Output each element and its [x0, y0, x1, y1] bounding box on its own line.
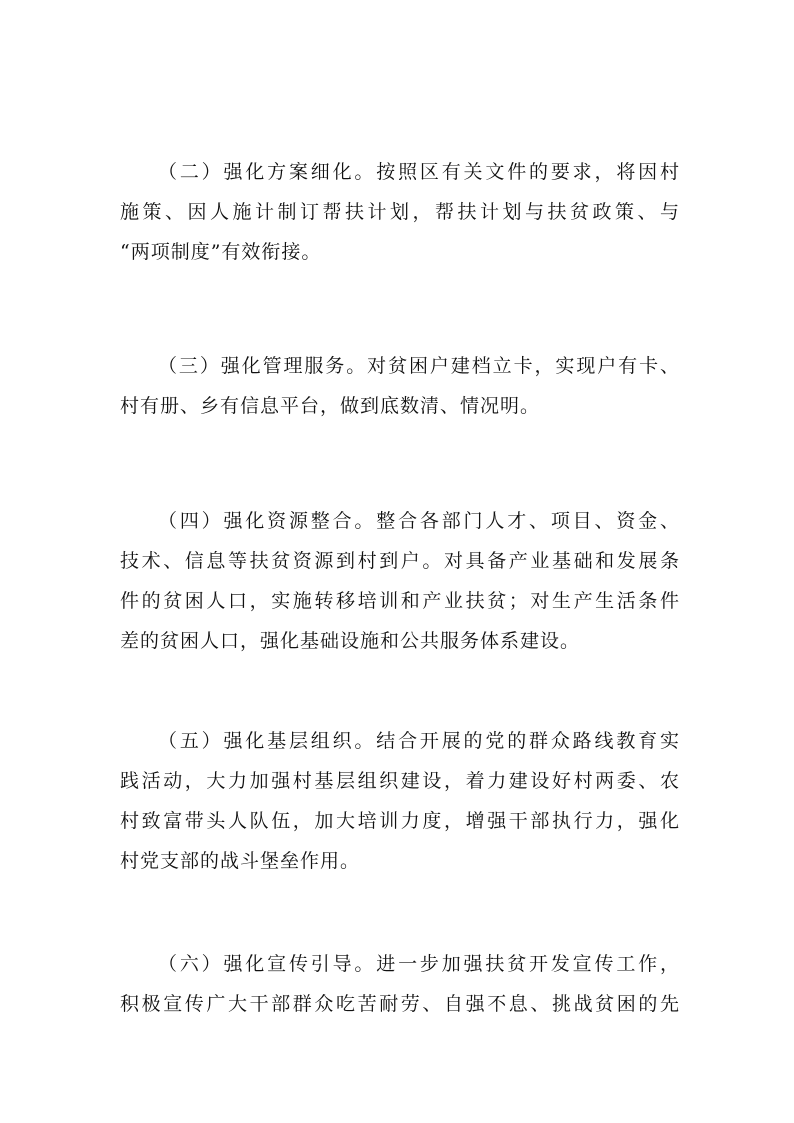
paragraph-line: （四）强化资源整合。整合各部门人才、项目、资金、: [158, 510, 680, 532]
paragraph-line: 差的贫困人口，强化基础设施和公共服务体系建设。: [120, 630, 581, 652]
paragraph-line: 村党支部的战斗堡垒作用。: [120, 850, 361, 872]
paragraph-line: （二）强化方案细化。按照区有关文件的要求，将因村: [158, 161, 680, 183]
paragraph-line: 村有册、乡有信息平台，做到底数清、情况明。: [120, 395, 541, 417]
paragraph-line: （六）强化宣传引导。进一步加强扶贫开发宣传工作，: [158, 953, 680, 975]
paragraph-grassroots-organization: [120, 721, 680, 881]
paragraph-line: “两项制度”有效衔接。: [120, 241, 322, 263]
paragraph-publicity-guidance: [120, 944, 680, 1024]
paragraph-line: （三）强化管理服务。对贫困户建档立卡，实现户有卡、: [158, 355, 680, 377]
paragraph-plan-refinement: [120, 152, 680, 272]
paragraph-resource-integration: [120, 501, 680, 661]
paragraph-line: 技术、信息等扶贫资源到村到户。对具备产业基础和发展条: [120, 550, 680, 572]
paragraph-line: 村致富带头人队伍，加大培训力度，增强干部执行力，强化: [120, 810, 680, 832]
paragraph-line: （五）强化基层组织。结合开展的党的群众路线教育实: [158, 730, 680, 752]
paragraph-line: 积极宣传广大干部群众吃苦耐劳、自强不息、挑战贫困的先: [120, 993, 680, 1015]
paragraph-line: 件的贫困人口，实施转移培训和产业扶贫；对生产生活条件: [120, 590, 680, 612]
paragraph-management-service: [120, 346, 680, 426]
paragraph-line: 施策、因人施计制订帮扶计划，帮扶计划与扶贫政策、与: [120, 201, 680, 223]
paragraph-line: 践活动，大力加强村基层组织建设，着力建设好村两委、农: [120, 770, 680, 792]
